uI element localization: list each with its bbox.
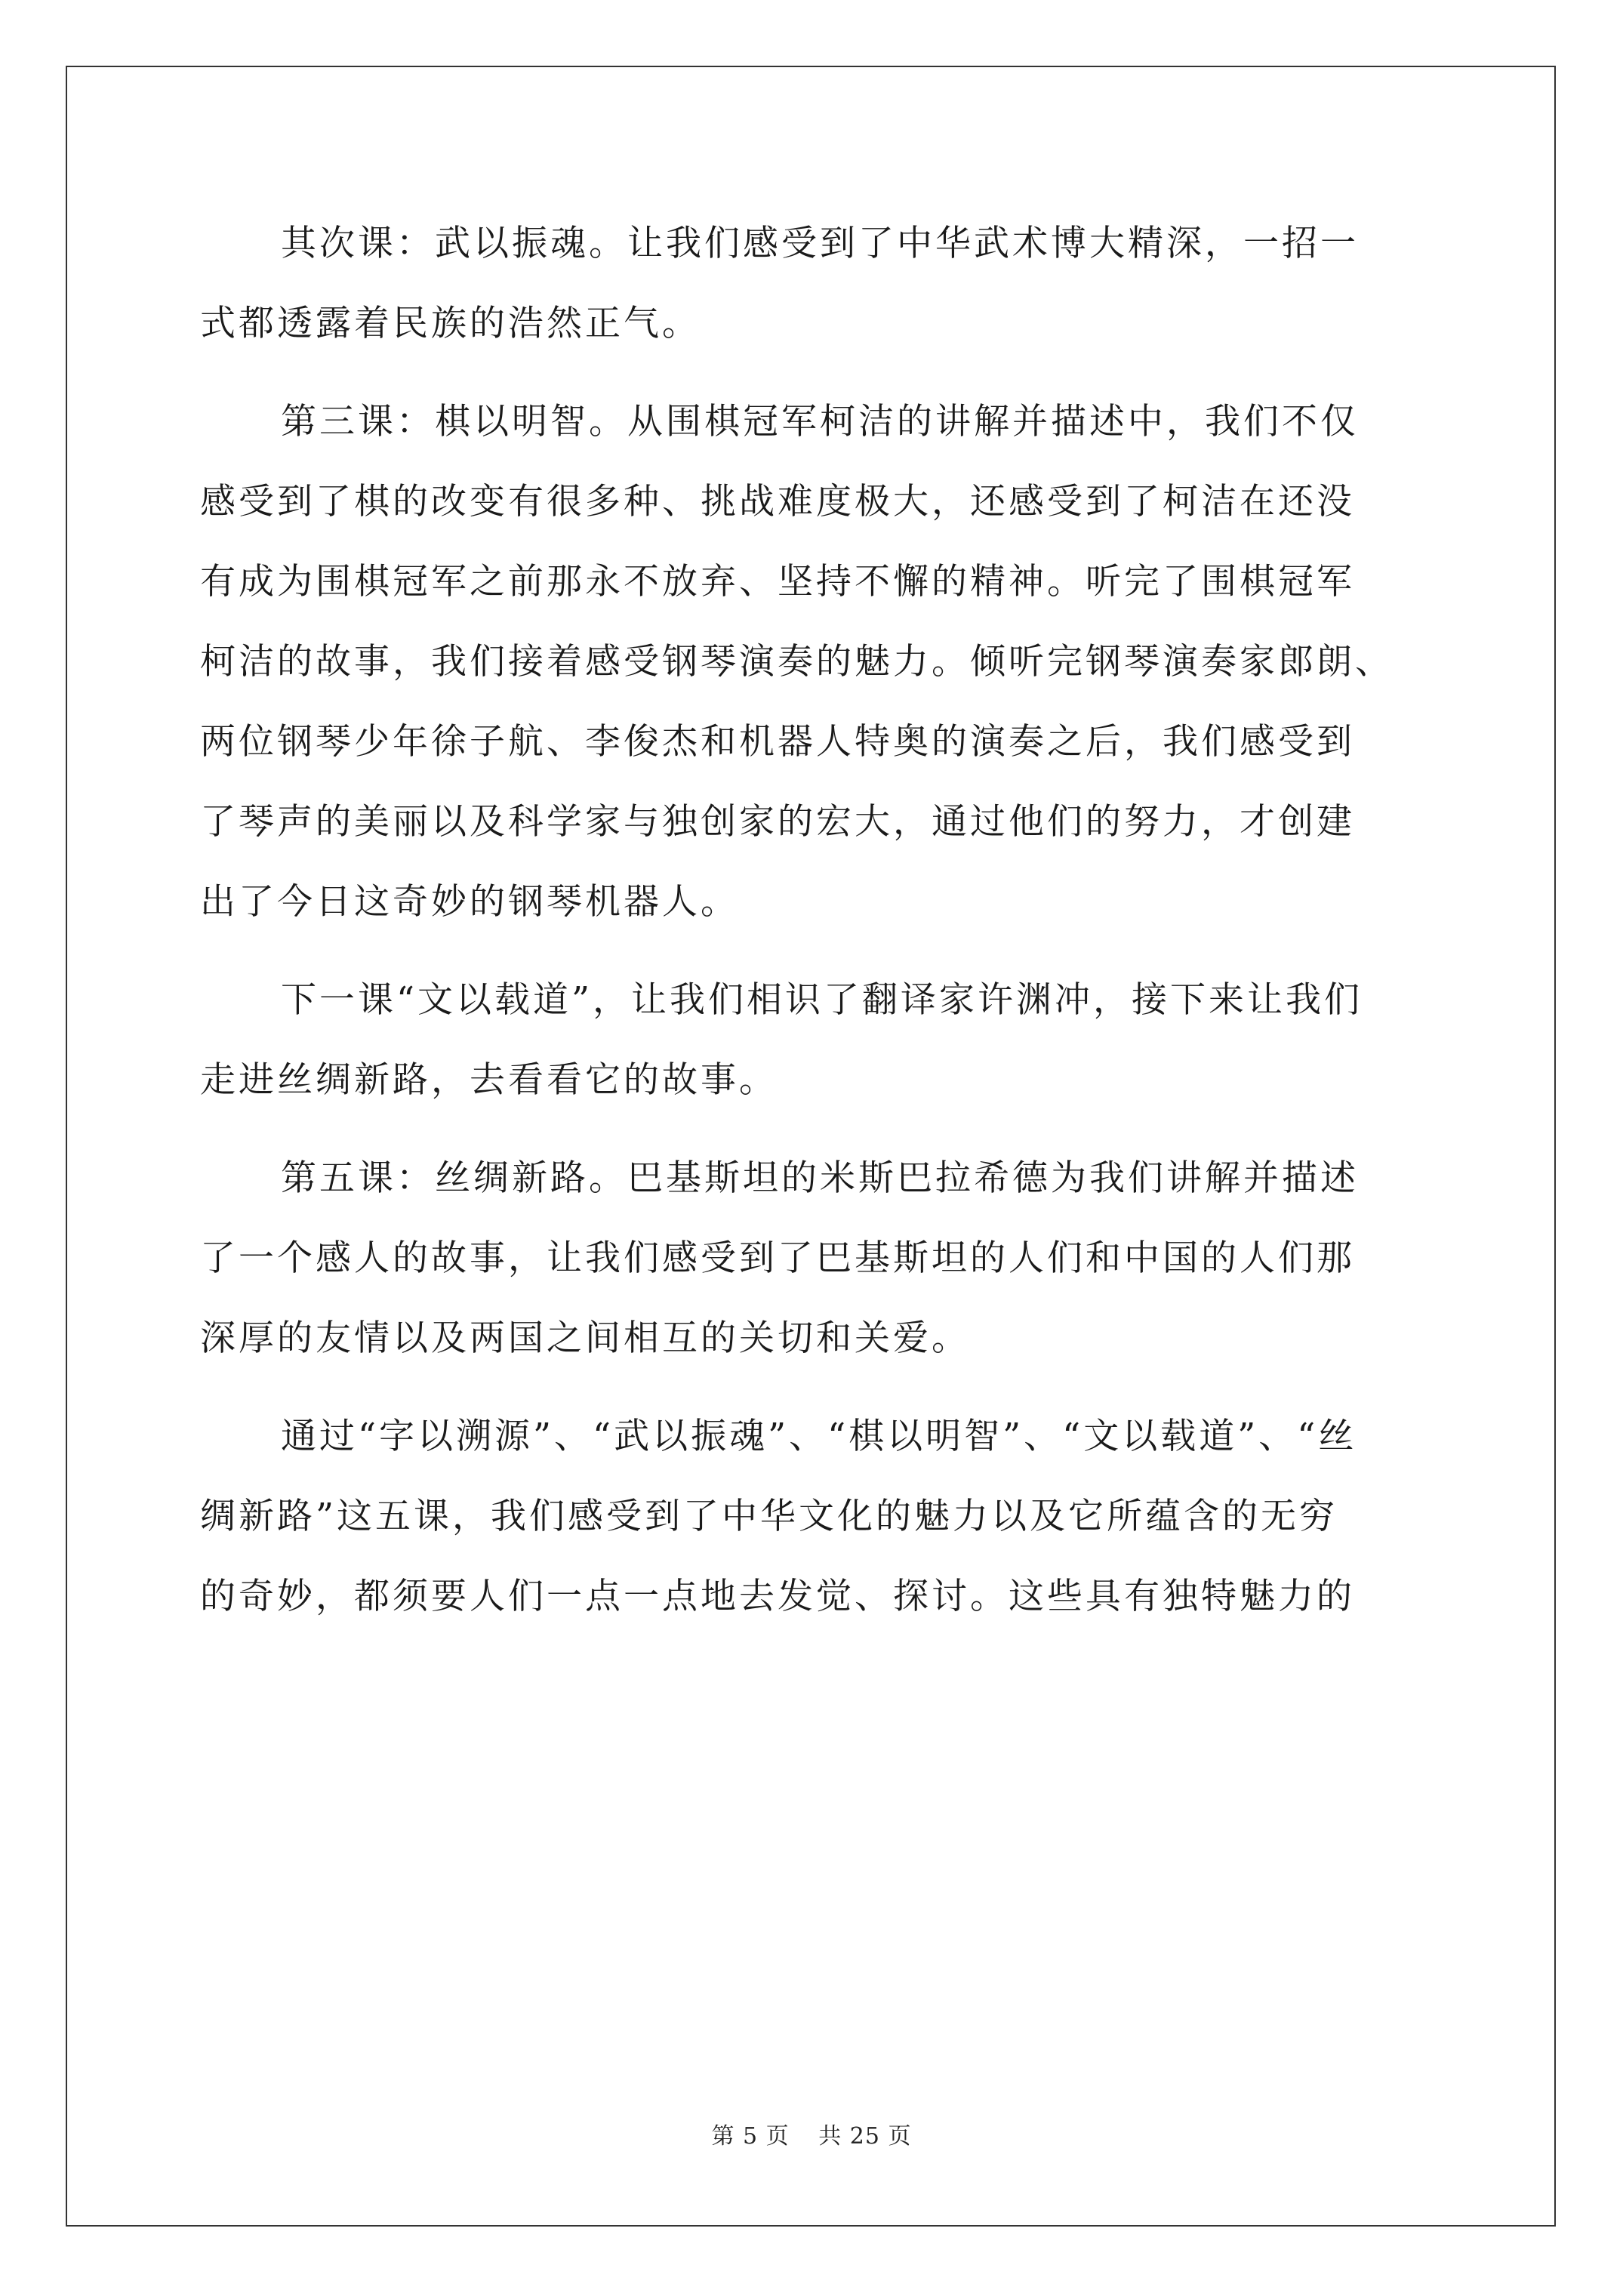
paragraph-3 bbox=[200, 960, 1423, 1120]
text-line: 有成为围棋冠军之前那永不放弃、坚持不懈的精神。听完了围棋冠军 bbox=[200, 561, 1355, 603]
text-line: 通过“字以溯源”、“武以振魂”、“棋以明智”、“文以载道”、“丝 bbox=[281, 1416, 1357, 1457]
text-line: 了一个感人的故事，让我们感受到了巴基斯坦的人们和中国的人们那 bbox=[200, 1237, 1355, 1279]
paragraph-5 bbox=[200, 1397, 1423, 1637]
paragraph-2 bbox=[200, 382, 1423, 942]
page-footer bbox=[0, 2117, 1623, 2150]
paragraph-1 bbox=[200, 204, 1423, 364]
text-line: 其次课：武以振魂。让我们感受到了中华武术博大精深，一招一 bbox=[281, 223, 1359, 264]
text-line: 走进丝绸新路，去看看它的故事。 bbox=[200, 1059, 778, 1101]
document-body bbox=[200, 204, 1423, 1655]
page-total: 共 25 页 bbox=[818, 2123, 912, 2150]
text-line: 感受到了棋的改变有很多种、挑战难度极大，还感受到了柯洁在还没 bbox=[200, 481, 1355, 522]
text-line: 出了今日这奇妙的钢琴机器人。 bbox=[200, 881, 739, 923]
page-number: 第 5 页 bbox=[711, 2123, 790, 2150]
text-line: 两位钢琴少年徐子航、李俊杰和机器人特奥的演奏之后，我们感受到 bbox=[200, 721, 1355, 763]
text-line: 绸新路”这五课，我们感受到了中华文化的魅力以及它所蕴含的无穷 bbox=[200, 1496, 1338, 1537]
text-line: 了琴声的美丽以及科学家与独创家的宏大，通过他们的努力，才创建 bbox=[200, 801, 1355, 843]
text-line: 深厚的友情以及两国之间相互的关切和关爱。 bbox=[200, 1318, 970, 1359]
text-line: 第三课：棋以明智。从围棋冠军柯洁的讲解并描述中，我们不仅 bbox=[281, 401, 1359, 442]
text-line: 式都透露着民族的浩然正气。 bbox=[200, 303, 701, 344]
paragraph-4 bbox=[200, 1139, 1423, 1379]
text-line: 柯洁的故事，我们接着感受钢琴演奏的魅力。倾听完钢琴演奏家郎朗、 bbox=[200, 641, 1394, 683]
text-line: 的奇妙，都须要人们一点一点地去发觉、探讨。这些具有独特魅力的 bbox=[200, 1576, 1355, 1617]
text-line: 第五课：丝绸新路。巴基斯坦的米斯巴拉希德为我们讲解并描述 bbox=[281, 1157, 1359, 1199]
text-line: 下一课“文以载道”，让我们相识了翻译家许渊冲，接下来让我们 bbox=[281, 979, 1363, 1021]
